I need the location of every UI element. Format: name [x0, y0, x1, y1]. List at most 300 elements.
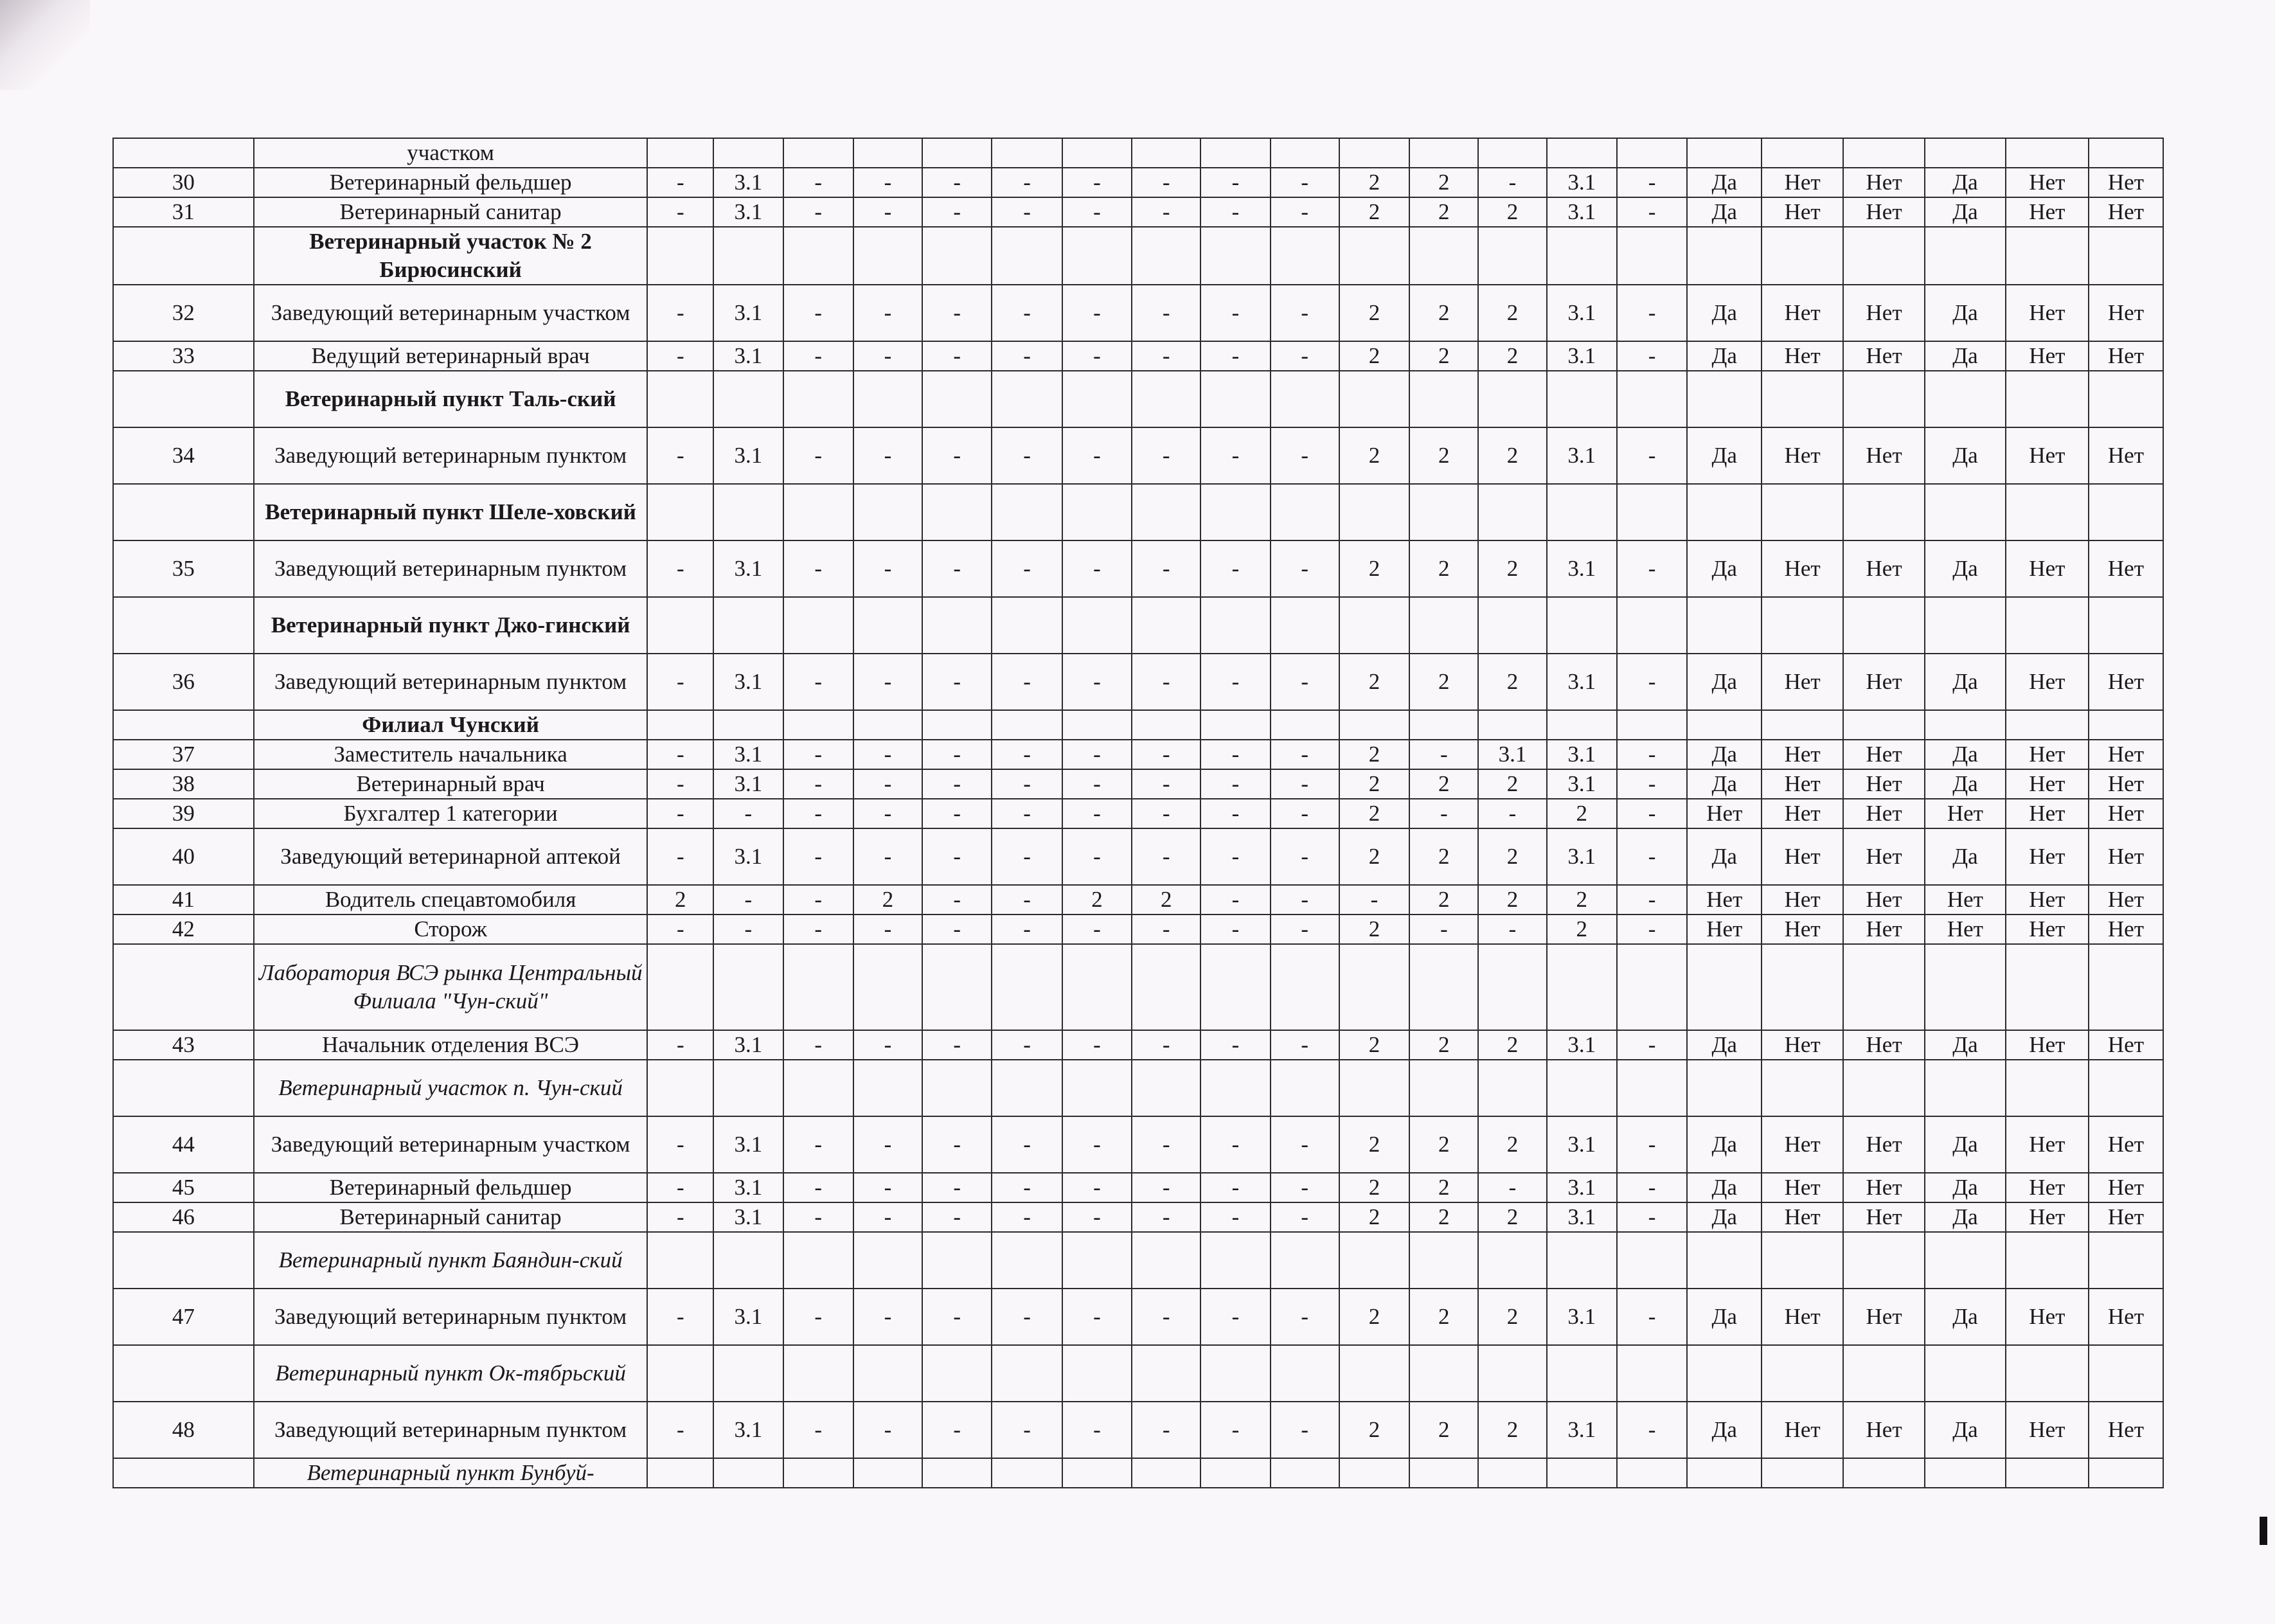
value-cell: - — [1478, 1173, 1546, 1202]
value-cell — [992, 944, 1062, 1030]
value-cell: Нет — [2089, 740, 2163, 769]
value-cell — [853, 944, 922, 1030]
value-cell — [1547, 1060, 1617, 1116]
value-cell: - — [1478, 915, 1546, 944]
value-cell: Да — [1687, 168, 1762, 197]
value-cell: Да — [1687, 540, 1762, 597]
value-cell — [1062, 138, 1132, 168]
value-cell: Да — [1925, 168, 2006, 197]
value-cell — [922, 1232, 992, 1289]
value-cell: - — [1271, 1402, 1339, 1458]
value-cell: - — [992, 1173, 1062, 1202]
value-cell: 2 — [1409, 285, 1478, 341]
value-cell: Нет — [1843, 1030, 1925, 1060]
section-row — [113, 710, 2163, 740]
value-cell — [992, 1060, 1062, 1116]
table-row — [113, 1402, 2163, 1458]
value-cell: - — [992, 769, 1062, 799]
value-cell: - — [1200, 540, 1270, 597]
value-cell: - — [922, 769, 992, 799]
value-cell: 2 — [1409, 828, 1478, 885]
value-cell — [2006, 371, 2089, 427]
value-cell: - — [1132, 285, 1200, 341]
value-cell: - — [783, 1402, 853, 1458]
value-cell: Нет — [2006, 1202, 2089, 1232]
value-cell — [2006, 1458, 2089, 1488]
value-cell: - — [1132, 427, 1200, 484]
value-cell — [1843, 1232, 1925, 1289]
value-cell: - — [1271, 828, 1339, 885]
section-row — [113, 484, 2163, 540]
section-row — [113, 227, 2163, 285]
value-cell: - — [1062, 168, 1132, 197]
position-name-cell: Заведующий ветеринарным пунктом — [254, 1289, 648, 1345]
value-cell: Нет — [2006, 769, 2089, 799]
value-cell: Нет — [2006, 885, 2089, 915]
value-cell — [1843, 371, 1925, 427]
value-cell: - — [783, 341, 853, 371]
value-cell — [1271, 1345, 1339, 1402]
value-cell: - — [1132, 341, 1200, 371]
value-cell: - — [783, 654, 853, 710]
value-cell: - — [1200, 769, 1270, 799]
value-cell: - — [1062, 1116, 1132, 1173]
value-cell: - — [922, 740, 992, 769]
value-cell — [1617, 1345, 1687, 1402]
value-cell — [992, 1458, 1062, 1488]
value-cell: - — [783, 168, 853, 197]
value-cell — [1547, 1345, 1617, 1402]
value-cell — [2089, 1458, 2163, 1488]
value-cell — [853, 1458, 922, 1488]
row-number-cell: 31 — [113, 197, 254, 227]
value-cell: - — [1132, 769, 1200, 799]
value-cell: 2 — [1478, 885, 1546, 915]
value-cell — [2089, 710, 2163, 740]
value-cell: Да — [1925, 654, 2006, 710]
row-number-cell: 44 — [113, 1116, 254, 1173]
value-cell: Да — [1687, 1116, 1762, 1173]
value-cell: 2 — [1339, 427, 1409, 484]
value-cell: - — [992, 654, 1062, 710]
value-cell: - — [783, 197, 853, 227]
value-cell — [922, 597, 992, 654]
value-cell: Да — [1687, 427, 1762, 484]
scan-edge-mark — [2260, 1517, 2267, 1545]
value-cell: - — [1617, 1402, 1687, 1458]
value-cell: 2 — [1478, 1402, 1546, 1458]
value-cell: Нет — [1762, 1202, 1843, 1232]
value-cell — [1762, 484, 1843, 540]
value-cell — [647, 138, 713, 168]
value-cell — [1271, 227, 1339, 285]
value-cell — [1687, 484, 1762, 540]
value-cell — [1062, 944, 1132, 1030]
value-cell: 2 — [1062, 885, 1132, 915]
section-title-cell: Ветеринарный пункт Ок-тябрьский — [254, 1345, 648, 1402]
value-cell: - — [1271, 168, 1339, 197]
value-cell — [1409, 944, 1478, 1030]
position-name-cell: Заместитель начальника — [254, 740, 648, 769]
position-name-cell: Заведующий ветеринарной аптекой — [254, 828, 648, 885]
value-cell — [1132, 944, 1200, 1030]
value-cell — [713, 1345, 783, 1402]
value-cell: - — [922, 341, 992, 371]
value-cell — [1478, 1232, 1546, 1289]
value-cell: Да — [1925, 285, 2006, 341]
value-cell: - — [922, 168, 992, 197]
value-cell: Нет — [2006, 540, 2089, 597]
value-cell — [1687, 138, 1762, 168]
table-row — [113, 1289, 2163, 1345]
section-row — [113, 1458, 2163, 1488]
value-cell — [1925, 484, 2006, 540]
value-cell — [1478, 710, 1546, 740]
value-cell — [1200, 1232, 1270, 1289]
value-cell — [1843, 597, 1925, 654]
value-cell: Нет — [2089, 540, 2163, 597]
value-cell: - — [647, 1402, 713, 1458]
value-cell: 2 — [1547, 915, 1617, 944]
value-cell: - — [647, 1289, 713, 1345]
value-cell: - — [992, 915, 1062, 944]
value-cell — [922, 944, 992, 1030]
value-cell — [2089, 484, 2163, 540]
value-cell: - — [1271, 885, 1339, 915]
value-cell — [1478, 1345, 1546, 1402]
value-cell: - — [853, 197, 922, 227]
value-cell — [647, 484, 713, 540]
value-cell: Нет — [1762, 828, 1843, 885]
value-cell: Нет — [2089, 654, 2163, 710]
value-cell — [2089, 1345, 2163, 1402]
value-cell: Нет — [1843, 168, 1925, 197]
value-cell: Да — [1687, 740, 1762, 769]
value-cell — [1925, 371, 2006, 427]
value-cell: - — [853, 1173, 922, 1202]
value-cell — [1200, 1345, 1270, 1402]
position-name-cell: Ветеринарный врач — [254, 769, 648, 799]
value-cell: Нет — [1843, 828, 1925, 885]
value-cell: 3.1 — [1547, 1173, 1617, 1202]
value-cell — [1132, 1232, 1200, 1289]
value-cell — [1687, 371, 1762, 427]
value-cell: - — [647, 740, 713, 769]
value-cell: Нет — [1843, 427, 1925, 484]
value-cell — [1062, 1060, 1132, 1116]
value-cell: Да — [1925, 828, 2006, 885]
value-cell: - — [1062, 915, 1132, 944]
value-cell: - — [1062, 540, 1132, 597]
value-cell: 3.1 — [1547, 828, 1617, 885]
value-cell: 2 — [1478, 285, 1546, 341]
value-cell: 2 — [1478, 341, 1546, 371]
value-cell — [1617, 597, 1687, 654]
value-cell: - — [1132, 740, 1200, 769]
value-cell — [1762, 138, 1843, 168]
value-cell: Нет — [2089, 1030, 2163, 1060]
value-cell — [1271, 1458, 1339, 1488]
value-cell: 2 — [1478, 654, 1546, 710]
value-cell: - — [992, 1402, 1062, 1458]
value-cell: 2 — [1132, 885, 1200, 915]
value-cell — [647, 944, 713, 1030]
value-cell: - — [783, 1116, 853, 1173]
value-cell: 3.1 — [1547, 1202, 1617, 1232]
value-cell: - — [647, 1202, 713, 1232]
value-cell — [647, 1345, 713, 1402]
value-cell: - — [1200, 885, 1270, 915]
value-cell: - — [1062, 341, 1132, 371]
value-cell: - — [647, 1116, 713, 1173]
value-cell: - — [1200, 799, 1270, 828]
value-cell: - — [1617, 1202, 1687, 1232]
value-cell: - — [922, 799, 992, 828]
value-cell: - — [1409, 915, 1478, 944]
value-cell: - — [1617, 1173, 1687, 1202]
value-cell: - — [1617, 168, 1687, 197]
value-cell: 2 — [1339, 1030, 1409, 1060]
value-cell — [1062, 1345, 1132, 1402]
value-cell: - — [1200, 427, 1270, 484]
value-cell: Нет — [1843, 769, 1925, 799]
table-row — [113, 654, 2163, 710]
row-number-cell: 34 — [113, 427, 254, 484]
value-cell — [2089, 1232, 2163, 1289]
value-cell: 2 — [1339, 197, 1409, 227]
row-number-cell — [113, 1232, 254, 1289]
value-cell: 2 — [1339, 341, 1409, 371]
value-cell: - — [853, 740, 922, 769]
value-cell: - — [1200, 341, 1270, 371]
value-cell: - — [853, 341, 922, 371]
value-cell: - — [1271, 915, 1339, 944]
value-cell: - — [1132, 1116, 1200, 1173]
value-cell — [1200, 227, 1270, 285]
value-cell: - — [1617, 654, 1687, 710]
row-number-cell — [113, 227, 254, 285]
value-cell: Да — [1925, 1173, 2006, 1202]
value-cell — [1339, 1232, 1409, 1289]
value-cell: Нет — [1762, 197, 1843, 227]
value-cell: Нет — [2089, 1289, 2163, 1345]
value-cell: - — [647, 799, 713, 828]
value-cell — [1925, 944, 2006, 1030]
value-cell — [1132, 484, 1200, 540]
value-cell: Нет — [2006, 197, 2089, 227]
value-cell — [1271, 710, 1339, 740]
value-cell: 2 — [647, 885, 713, 915]
value-cell: Нет — [1843, 197, 1925, 227]
value-cell — [853, 1345, 922, 1402]
value-cell — [853, 138, 922, 168]
value-cell: - — [647, 828, 713, 885]
value-cell — [1339, 371, 1409, 427]
value-cell: - — [992, 540, 1062, 597]
section-row — [113, 1232, 2163, 1289]
value-cell: - — [1271, 1289, 1339, 1345]
value-cell: 2 — [1409, 769, 1478, 799]
value-cell — [1132, 1345, 1200, 1402]
value-cell — [2089, 597, 2163, 654]
value-cell: Нет — [2006, 654, 2089, 710]
value-cell — [1617, 1458, 1687, 1488]
value-cell: - — [647, 285, 713, 341]
value-cell — [1132, 710, 1200, 740]
value-cell — [992, 1232, 1062, 1289]
value-cell: - — [1271, 197, 1339, 227]
value-cell: 2 — [1478, 769, 1546, 799]
value-cell: - — [1271, 654, 1339, 710]
value-cell: - — [1132, 1402, 1200, 1458]
value-cell: 3.1 — [713, 1030, 783, 1060]
value-cell: 3.1 — [713, 285, 783, 341]
value-cell: 3.1 — [1547, 1116, 1617, 1173]
value-cell — [1271, 138, 1339, 168]
value-cell: 3.1 — [1547, 285, 1617, 341]
value-cell: - — [853, 427, 922, 484]
value-cell — [1925, 1458, 2006, 1488]
value-cell: - — [1617, 828, 1687, 885]
value-cell: Да — [1925, 1289, 2006, 1345]
value-cell: - — [1200, 285, 1270, 341]
value-cell: Нет — [2089, 341, 2163, 371]
row-number-cell: 30 — [113, 168, 254, 197]
value-cell: 2 — [1339, 915, 1409, 944]
value-cell: Да — [1687, 197, 1762, 227]
value-cell — [992, 484, 1062, 540]
value-cell: - — [1062, 285, 1132, 341]
value-cell — [713, 1232, 783, 1289]
value-cell: Нет — [1843, 1289, 1925, 1345]
row-number-cell: 42 — [113, 915, 254, 944]
value-cell — [713, 371, 783, 427]
value-cell — [713, 944, 783, 1030]
table-row — [113, 915, 2163, 944]
value-cell — [783, 1345, 853, 1402]
value-cell: - — [1062, 1289, 1132, 1345]
value-cell: 3.1 — [1547, 1030, 1617, 1060]
value-cell — [1925, 227, 2006, 285]
value-cell: - — [992, 1289, 1062, 1345]
value-cell — [2089, 138, 2163, 168]
value-cell: Да — [1687, 1173, 1762, 1202]
value-cell — [922, 138, 992, 168]
position-name-cell: Заведующий ветеринарным участком — [254, 285, 648, 341]
value-cell: - — [1062, 654, 1132, 710]
value-cell: 2 — [1547, 799, 1617, 828]
position-name-cell: Заведующий ветеринарным участком — [254, 1116, 648, 1173]
value-cell: Да — [1925, 1202, 2006, 1232]
value-cell: 2 — [1409, 1116, 1478, 1173]
value-cell — [1132, 1060, 1200, 1116]
table-row — [113, 799, 2163, 828]
value-cell — [1687, 227, 1762, 285]
value-cell: - — [922, 1289, 992, 1345]
value-cell — [2006, 597, 2089, 654]
value-cell — [1200, 597, 1270, 654]
value-cell — [647, 710, 713, 740]
value-cell: - — [992, 285, 1062, 341]
value-cell: Нет — [1687, 915, 1762, 944]
value-cell: - — [1200, 1116, 1270, 1173]
value-cell — [1762, 1060, 1843, 1116]
value-cell: 2 — [1409, 427, 1478, 484]
value-cell — [853, 1232, 922, 1289]
value-cell — [1617, 1232, 1687, 1289]
value-cell: - — [1062, 1202, 1132, 1232]
value-cell — [1547, 597, 1617, 654]
position-name-cell: Заведующий ветеринарным пунктом — [254, 1402, 648, 1458]
value-cell: Да — [1925, 1116, 2006, 1173]
value-cell: 3.1 — [1547, 654, 1617, 710]
value-cell: Нет — [1762, 168, 1843, 197]
section-row — [113, 371, 2163, 427]
row-number-cell — [113, 1458, 254, 1488]
value-cell: 3.1 — [713, 427, 783, 484]
value-cell: Нет — [2006, 799, 2089, 828]
value-cell: Нет — [1843, 799, 1925, 828]
value-cell: - — [853, 1202, 922, 1232]
value-cell: Нет — [1843, 1116, 1925, 1173]
value-cell: Да — [1925, 1030, 2006, 1060]
value-cell: 2 — [1409, 1030, 1478, 1060]
value-cell: - — [1617, 769, 1687, 799]
value-cell — [853, 710, 922, 740]
value-cell — [1762, 371, 1843, 427]
value-cell: Нет — [1762, 1030, 1843, 1060]
value-cell: Нет — [2089, 769, 2163, 799]
table-row — [113, 828, 2163, 885]
row-number-cell: 35 — [113, 540, 254, 597]
value-cell: Нет — [1762, 799, 1843, 828]
value-cell: 2 — [1409, 885, 1478, 915]
value-cell: - — [783, 1173, 853, 1202]
value-cell — [1132, 597, 1200, 654]
section-title-cell: Ветеринарный пункт Баяндин-ский — [254, 1232, 648, 1289]
value-cell: Да — [1687, 341, 1762, 371]
value-cell: - — [992, 197, 1062, 227]
value-cell: 2 — [1478, 1202, 1546, 1232]
value-cell — [1925, 138, 2006, 168]
value-cell — [1843, 944, 1925, 1030]
value-cell: - — [1271, 1202, 1339, 1232]
value-cell: - — [922, 828, 992, 885]
value-cell: Нет — [1843, 341, 1925, 371]
value-cell — [1409, 484, 1478, 540]
value-cell: 2 — [1409, 1202, 1478, 1232]
value-cell — [783, 138, 853, 168]
value-cell — [713, 1060, 783, 1116]
value-cell — [647, 597, 713, 654]
value-cell: - — [853, 1289, 922, 1345]
value-cell: Нет — [1762, 885, 1843, 915]
value-cell — [1339, 710, 1409, 740]
value-cell: - — [1062, 197, 1132, 227]
value-cell: - — [1617, 1116, 1687, 1173]
value-cell: 3.1 — [1478, 740, 1546, 769]
value-cell — [1062, 484, 1132, 540]
value-cell — [1271, 371, 1339, 427]
value-cell — [2089, 371, 2163, 427]
value-cell — [1617, 484, 1687, 540]
value-cell — [1062, 1232, 1132, 1289]
table-row — [113, 285, 2163, 341]
value-cell: - — [1409, 740, 1478, 769]
value-cell: - — [922, 197, 992, 227]
value-cell: - — [647, 427, 713, 484]
value-cell — [1547, 484, 1617, 540]
